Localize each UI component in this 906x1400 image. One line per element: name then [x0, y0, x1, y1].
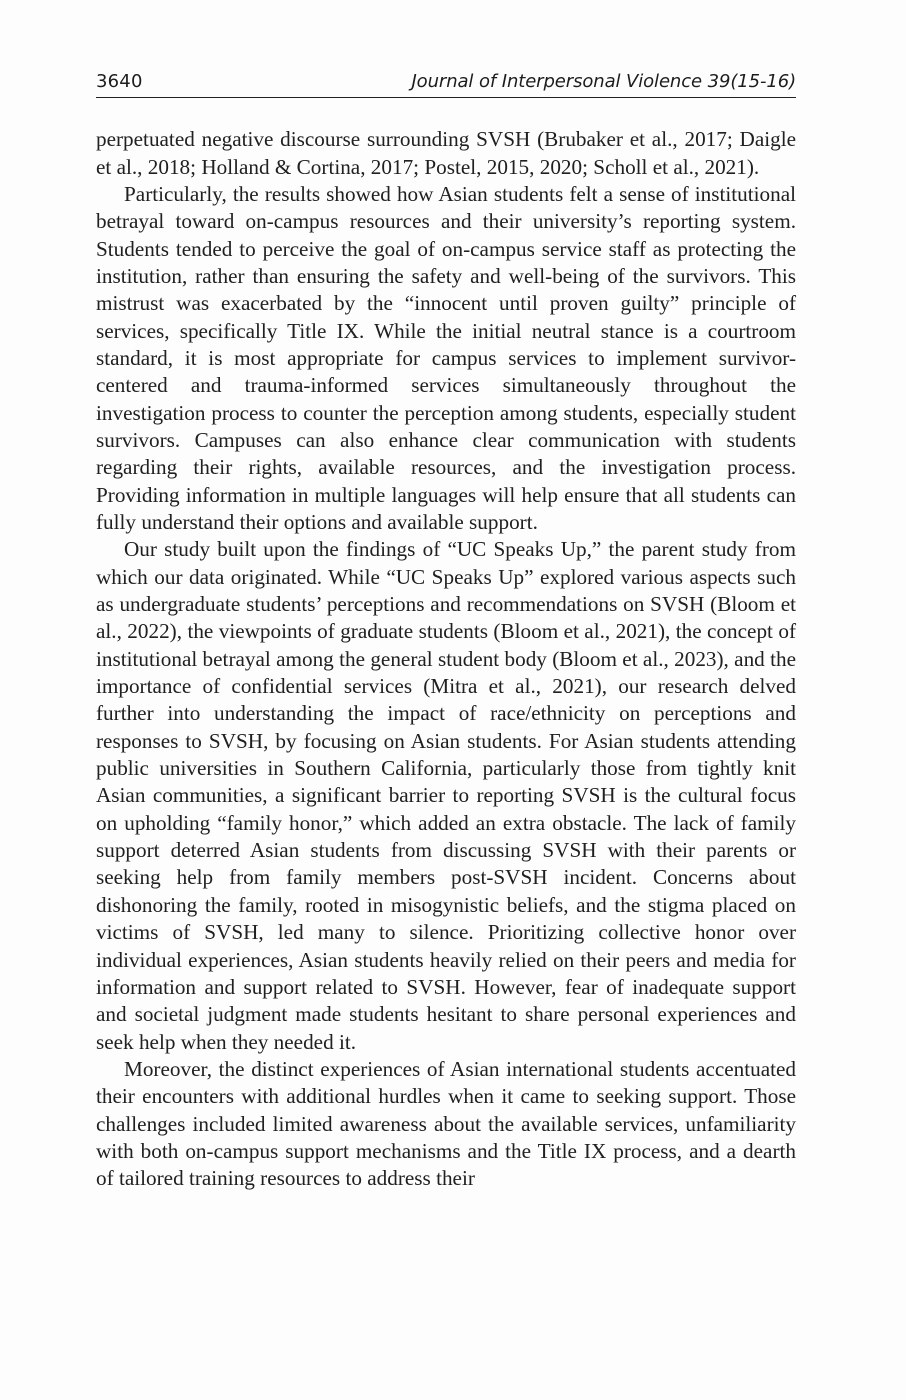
- paragraph-international-students: Moreover, the distinct experiences of Asian international students accentuated their encounters with additional hurdles when it came to seeking support. Those challenges included limited awareness about the available services, unfamiliarity with both on-campus support mechanisms and the Title IX process, and a dearth of tailored training resources to address their: [96, 1056, 796, 1191]
- journal-citation: Journal of Interpersonal Violence 39(15-16): [411, 71, 796, 92]
- journal-page: [96, 70, 796, 1193]
- paragraph-institutional-betrayal: Particularly, the results showed how Asian students felt a sense of institutional betrayal toward on-campus resources and their university’s reporting system. Students tended to perceive the goal of on-campus service staff as protecting the institution, rather than ensuring the safety and well-being of the survivors. This mistrust was exacerbated by the “innocent until proven guilty” principle of services, specifically Title IX. While the initial neutral stance is a courtroom standard, it is most appropriate for campus services to implement survivor-centered and trauma-informed services simultaneously throughout the investigation process to counter the perception among students, especially student survivors. Campuses can also enhance clear communication with students regarding their rights, available resources, and the investigation process. Providing information in multiple languages will help ensure that all students can fully understand their options and available support.: [96, 181, 796, 534]
- running-head: [96, 70, 796, 94]
- header-rule: [96, 97, 796, 98]
- body-text: [96, 126, 796, 1192]
- page-number: 3640: [96, 71, 143, 92]
- paragraph-uc-speaks-up: Our study built upon the findings of “UC Speaks Up,” the parent study from which our data originated. While “UC Speaks Up” explored various aspects such as undergraduate students’ perceptions and recommendations on SVSH (Bloom et al., 2022), the viewpoints of graduate students (Bloom et al., 2021), the concept of institutional betrayal among the general student body (Bloom et al., 2023), and the importance of confidential services (Mitra et al., 2021), our research delved further into understanding the impact of race/ethnicity on perceptions and responses to SVSH, by focusing on Asian students. For Asian students attending public universities in Southern California, particularly those from tightly knit Asian communities, a significant barrier to reporting SVSH is the cultural focus on upholding “family honor,” which added an extra obstacle. The lack of family support deterred Asian students from discussing SVSH with their parents or seeking help from family members post-SVSH incident. Concerns about dishonoring the family, rooted in misogynistic beliefs, and the stigma placed on victims of SVSH, led many to silence. Prioritizing collective honor over individual experiences, Asian students heavily relied on their peers and media for information and support related to SVSH. However, fear of inadequate support and societal judgment made students hesitant to share personal experiences and seek help when they needed it.: [96, 537, 796, 1054]
- paragraph-continued: perpetuated negative discourse surrounding SVSH (Brubaker et al., 2017; Daigle et al., 2018; Holland & Cortina, 2017; Postel, 2015, 2020; Scholl et al., 2021).: [96, 127, 796, 179]
